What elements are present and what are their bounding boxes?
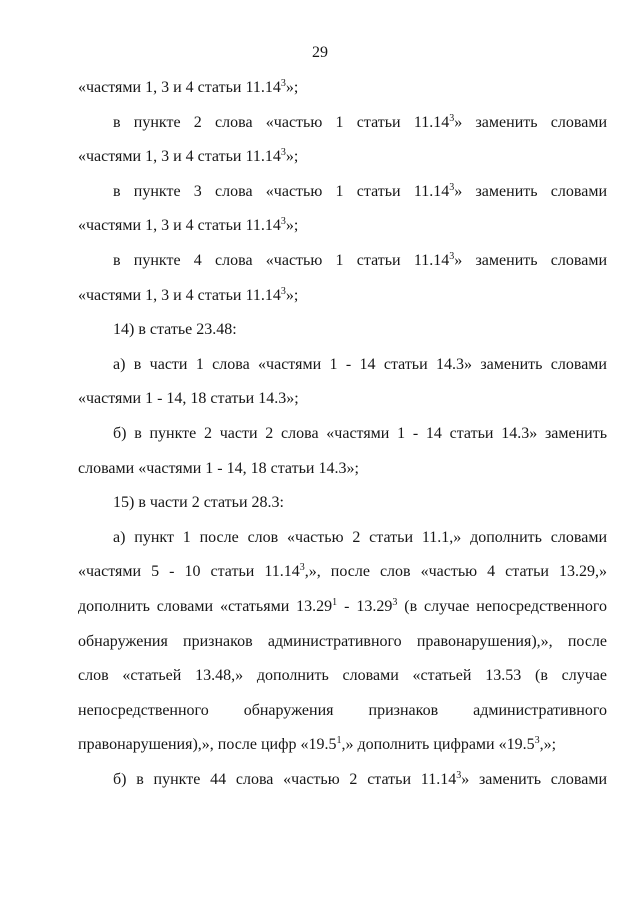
text-line: [78, 279, 607, 314]
text-line: [78, 728, 607, 763]
text-line: [78, 694, 607, 729]
text-segment: «частями 5 - 10 статьи 11.14: [78, 563, 300, 581]
text-segment: ,» дополнить цифрами «19.5: [341, 736, 535, 754]
text-line: [78, 209, 607, 244]
text-segment: 14) в статье 23.48:: [113, 321, 237, 339]
superscript: 3: [449, 112, 455, 124]
text-line: [78, 590, 607, 625]
text-segment: «частями 1, 3 и 4 статьи 11.14: [78, 148, 281, 166]
text-segment: »;: [285, 148, 299, 166]
page-number: 29: [312, 44, 328, 61]
text-segment: » заменить словами: [461, 770, 607, 788]
text-segment: а) пункт 1 после слов «частью 2 статьи 11.1,» дополнить словами: [113, 528, 607, 546]
text-line: [78, 417, 607, 452]
superscript: 3: [449, 250, 455, 262]
text-segment: - 13.29: [337, 597, 393, 615]
superscript: 3: [280, 285, 286, 297]
text-line: [78, 659, 607, 694]
text-line: [78, 175, 607, 210]
text-line: [78, 348, 607, 383]
text-line: [78, 452, 607, 487]
text-segment: «частями 1, 3 и 4 статьи 11.14: [78, 217, 281, 235]
text-segment: в пункте 3 слова «частью 1 статьи 11.14: [113, 182, 450, 200]
text-line: [78, 244, 607, 279]
text-segment: »;: [285, 286, 299, 304]
superscript: 3: [280, 216, 286, 228]
text-line: [78, 521, 607, 556]
text-segment: слов «статьей 13.48,» дополнить словами «статьей 13.53 (в случае: [78, 667, 607, 685]
text-line: [78, 763, 607, 798]
superscript: 3: [449, 181, 455, 193]
text-line: [78, 313, 607, 348]
text-segment: в пункте 4 слова «частью 1 статьи 11.14: [113, 251, 450, 269]
superscript: 3: [280, 147, 286, 159]
text-segment: непосредственного обнаружения признаков административного: [78, 701, 607, 719]
text-line: [78, 106, 607, 141]
text-segment: ,»;: [539, 736, 557, 754]
superscript: 3: [456, 769, 462, 781]
text-segment: «частями 1, 3 и 4 статьи 11.14: [78, 286, 281, 304]
text-line: [78, 71, 607, 106]
superscript: 3: [299, 562, 305, 574]
text-segment: дополнить словами «статьями 13.29: [78, 597, 333, 615]
text-segment: 15) в части 2 статьи 28.3:: [113, 494, 284, 512]
text-segment: обнаружения признаков административного правонарушения),», после: [78, 632, 607, 650]
text-line: [78, 555, 607, 590]
superscript: 1: [336, 735, 342, 747]
text-segment: » заменить словами: [454, 182, 608, 200]
superscript: 3: [392, 596, 398, 608]
superscript: 3: [280, 78, 286, 89]
text-line: [78, 140, 607, 175]
text-segment: »;: [285, 217, 299, 235]
text-segment: «частями 1 - 14, 18 статьи 14.3»;: [78, 390, 299, 408]
text-segment: (в случае непосредственного: [397, 597, 608, 615]
text-segment: ,», после слов «частью 4 статьи 13.29,»: [304, 563, 608, 581]
text-segment: словами «частями 1 - 14, 18 статьи 14.3»;: [78, 459, 359, 477]
text-segment: а) в части 1 слова «частями 1 - 14 статьи 14.3» заменить словами: [113, 355, 607, 373]
text-segment: » заменить словами: [454, 113, 608, 131]
text-segment: »;: [285, 79, 299, 96]
document-body: [78, 71, 607, 797]
text-segment: правонарушения),», после цифр «19.5: [78, 736, 337, 754]
text-segment: » заменить словами: [454, 251, 608, 269]
text-line: [78, 382, 607, 417]
text-line: [78, 486, 607, 521]
text-segment: в пункте 2 слова «частью 1 статьи 11.14: [113, 113, 450, 131]
superscript: 1: [332, 596, 338, 608]
text-segment: б) в пункте 2 части 2 слова «частями 1 - 14 статьи 14.3» заменить: [113, 424, 607, 442]
text-line: [78, 625, 607, 660]
text-segment: б) в пункте 44 слова «частью 2 статьи 11.14: [113, 770, 457, 788]
text-segment: «частями 1, 3 и 4 статьи 11.14: [78, 79, 281, 96]
superscript: 3: [534, 735, 540, 747]
